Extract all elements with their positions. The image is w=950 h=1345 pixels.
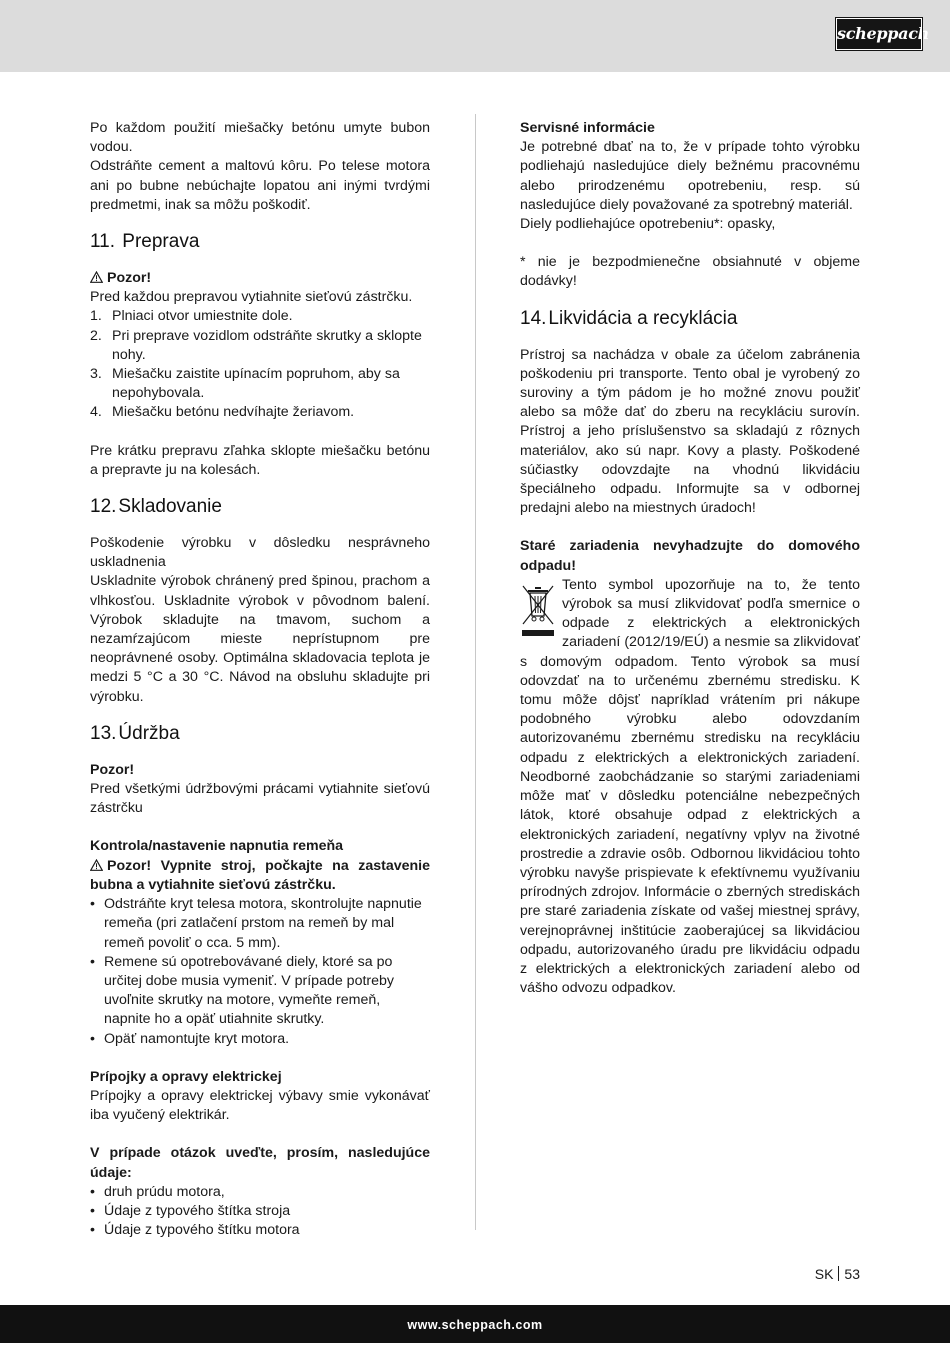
list-item-text: Miešačku betónu nedvíhajte žeriavom. (112, 404, 355, 421)
page-number (815, 1265, 860, 1284)
warning-triangle-icon (90, 271, 103, 283)
page-number-value: 53 (844, 1266, 860, 1282)
list-number: 1. (90, 308, 102, 325)
section-11-number: 11. (90, 231, 116, 253)
list-number: 2. (90, 327, 102, 344)
electrical-text: Prípojky a opravy elektrickej výbavy smie vykonávať iba vyučený elektrikár. (90, 1087, 430, 1124)
page-separator (838, 1266, 839, 1281)
section-12-number: 12. (90, 496, 117, 518)
section-14-title: Likvidácia a recyklácia (548, 307, 738, 329)
transport-intro: Pred každou prepravou vytiahnite sieťovú zástrčku. (90, 289, 413, 306)
questions-list (90, 1183, 430, 1241)
list-item-text: Plniaci otvor umiestnite dole. (112, 308, 293, 325)
maintenance-warning-label: Pozor! (90, 761, 135, 778)
bullet: • (90, 1183, 95, 1200)
weee-block (520, 576, 860, 998)
belt-warning (90, 857, 430, 895)
electrical-heading: Prípojky a opravy elektrickej (90, 1068, 282, 1085)
transport-steps (90, 307, 430, 422)
list-item-text: Odstráňte kryt telesa motora, skontrolujte napnutie remeňa (pri zatlačení prstom na remeň by mal remeň povoliť o cca. 5 mm). (104, 896, 422, 951)
section-11-heading (90, 229, 430, 255)
section-14-number: 14. (520, 307, 547, 329)
left-column (90, 119, 430, 1240)
storage-paragraph-2: Uskladnite výrobok chránený pred špinou, prachom a vlhkosťou. Uskladnite výrobok v pôvodnom balení. Výrobok skladujte na tmavom, suchom a nezamŕzajúcom mieste neprístupnom pre neoprávnené osoby. Optimálna skladovacia teplota je medzi 5 °C a 30 °C. Návod na obsluhu skladujte pri výrobku. (90, 573, 430, 705)
list-item-text: Pri preprave vozidlom odstráňte skrutky a sklopte nohy. (112, 327, 422, 363)
list-item-text: Remene sú opotrebovávané diely, ktoré sa po určitej dobe musia vymeniť. V prípade potreby uvoľnite skrutky na motore, vymeňte remeň, napnite ho a opäť utiahnite skrutky. (104, 953, 395, 1028)
service-paragraph-2: Diely podliehajúce opotrebeniu*: opasky, (520, 216, 776, 233)
disposal-paragraph: Prístroj sa nachádza v obale za účelom zabránenia poškodeniu pri transporte. Tento obal je vyrobený zo suroviny a tým pádom je ho možné znovu použiť alebo sa môže dať do zberu na recykláciu surovín. Prístroj a jeho príslušenstvo sa skladajú z rôznych materiálov, ako sú napr. Kovy a plasty. Poškodené súčiastky odovzdajte na vhodnú likvidáciu špeciálneho odpadu. Informujte sa v odbornej predajni alebo na miestnych úradoch! (520, 346, 860, 517)
belt-steps (90, 895, 430, 1049)
list-item (90, 1202, 430, 1221)
list-item-text: Opäť namontujte kryt motora. (104, 1030, 290, 1047)
section-12-title: Skladovanie (118, 496, 222, 518)
list-item (90, 403, 430, 422)
section-13-title: Údržba (118, 722, 180, 744)
bullet: • (90, 896, 95, 913)
transport-warning-label: Pozor! (107, 270, 152, 287)
list-item (90, 1183, 430, 1202)
list-item (90, 895, 430, 953)
transport-warning (90, 269, 430, 288)
service-heading: Servisné informácie (520, 120, 655, 136)
questions-heading: V prípade otázok uveďte, prosím, nasledujúce údaje: (90, 1145, 430, 1181)
scheppach-logo: scheppach (836, 18, 922, 50)
bullet: • (90, 1030, 95, 1047)
list-item-text: Údaje z typového štítka stroja (104, 1202, 291, 1219)
section-12-heading (90, 494, 430, 520)
intro-paragraph-2: Odstráňte cement a maltovú kôru. Po telese motora ani po bubne nebúchajte lopatou ani inými tvrdými predmetmi, inak sa môžu poškodiť. (90, 158, 430, 213)
page-language: SK (814, 1266, 834, 1282)
footer-bar (0, 1305, 950, 1343)
list-item (90, 307, 430, 326)
service-paragraph-1: Je potrebné dbať na to, že v prípade tohto výrobku podliehajú nasledujúce diely bežnému pracovnému alebo prirodzenému opotrebeniu, resp. sú nasledujúce diely považované za spotrebný materiál. (520, 139, 860, 213)
intro-paragraph-1: Po každom použití miešačky betónu umyte bubon vodou. (90, 120, 430, 156)
maintenance-warning-text: Pred všetkými údržbovými prácami vytiahnite sieťovú zástrčku (90, 781, 430, 817)
header-bar (0, 0, 950, 72)
section-13-number: 13. (90, 722, 117, 744)
bullet: • (90, 1222, 95, 1239)
bullet: • (90, 953, 95, 970)
list-item (90, 365, 430, 403)
right-column (520, 119, 860, 998)
list-item (90, 327, 430, 365)
section-13-heading (90, 721, 430, 747)
weee-text: Tento symbol upozorňuje na to, že tento výrobok sa musí zlikvidovať podľa smernice o odpade z elektrických a elektronických zariadení (2012/19/EÚ) a nesmie sa zlikvidovať s domovým odpadom. Tento výrobok sa musí odovzdať na to určenému zbernému stredisku. K tomu môže dôjsť napríklad vrátením pri nákupe podobného výrobku alebo odovzdaním autorizovanému zbernému stredisku na recykláciu odpadu z elektrických a elektronických zariadení. Neodborné zaobchádzanie so starými zariadeniami môže mať v dôsledku potenciálne nebezpečných látok, ktoré obsahuje odpad z elektrických a elektronických zariadení, negatívny vplyv na životné prostredie a zdravie osôb. Odbornou likvidáciou tohto výrobku navyše prispievate k efektívnemu využívaniu prírodných zdrojov. Informácie o zberných strediskách pre staré zariadenia získate od vašej miestnej správy, verejnoprávnej inštitúcie zaoberajúcej sa likvidáciou odpadu, autorizovaného úradu pre likvidáciu odpadu z elektrických a elektronických zariadení alebo od vášho odvozu odpadkov. (520, 576, 860, 997)
section-14-heading (520, 306, 860, 332)
belt-heading: Kontrola/nastavenie napnutia remeňa (90, 838, 344, 855)
list-item (90, 953, 430, 1030)
list-item (90, 1221, 430, 1240)
list-item-text: druh prúdu motora, (104, 1183, 225, 1200)
bullet: • (90, 1202, 95, 1219)
list-item (90, 1030, 430, 1049)
belt-warning-text: Pozor! Vypnite stroj, počkajte na zastavenie bubna a vytiahnite sieťovú zástrčku. (90, 857, 430, 893)
list-number: 4. (90, 404, 102, 421)
service-footnote: * nie je bezpodmienečne obsiahnuté v objeme dodávky! (520, 254, 860, 290)
storage-paragraph-1: Poškodenie výrobku v dôsledku nesprávneho uskladnenia (90, 535, 430, 571)
section-11-title: Preprava (122, 231, 200, 253)
column-divider (475, 114, 476, 1230)
warning-triangle-icon (90, 859, 103, 871)
list-number: 3. (90, 366, 102, 383)
transport-note: Pre krátku prepravu zľahka sklopte miešačku betónu a prepravte ju na kolesách. (90, 442, 430, 478)
footer-url[interactable]: www.scheppach.com (407, 1318, 543, 1332)
list-item-text: Miešačku zaistite upínacím popruhom, aby sa nepohybovala. (112, 366, 400, 402)
crossed-bin-icon (520, 582, 556, 640)
list-item-text: Údaje z typového štítku motora (104, 1222, 300, 1239)
weee-heading: Staré zariadenia nevyhadzujte do domového odpadu! (520, 538, 860, 574)
